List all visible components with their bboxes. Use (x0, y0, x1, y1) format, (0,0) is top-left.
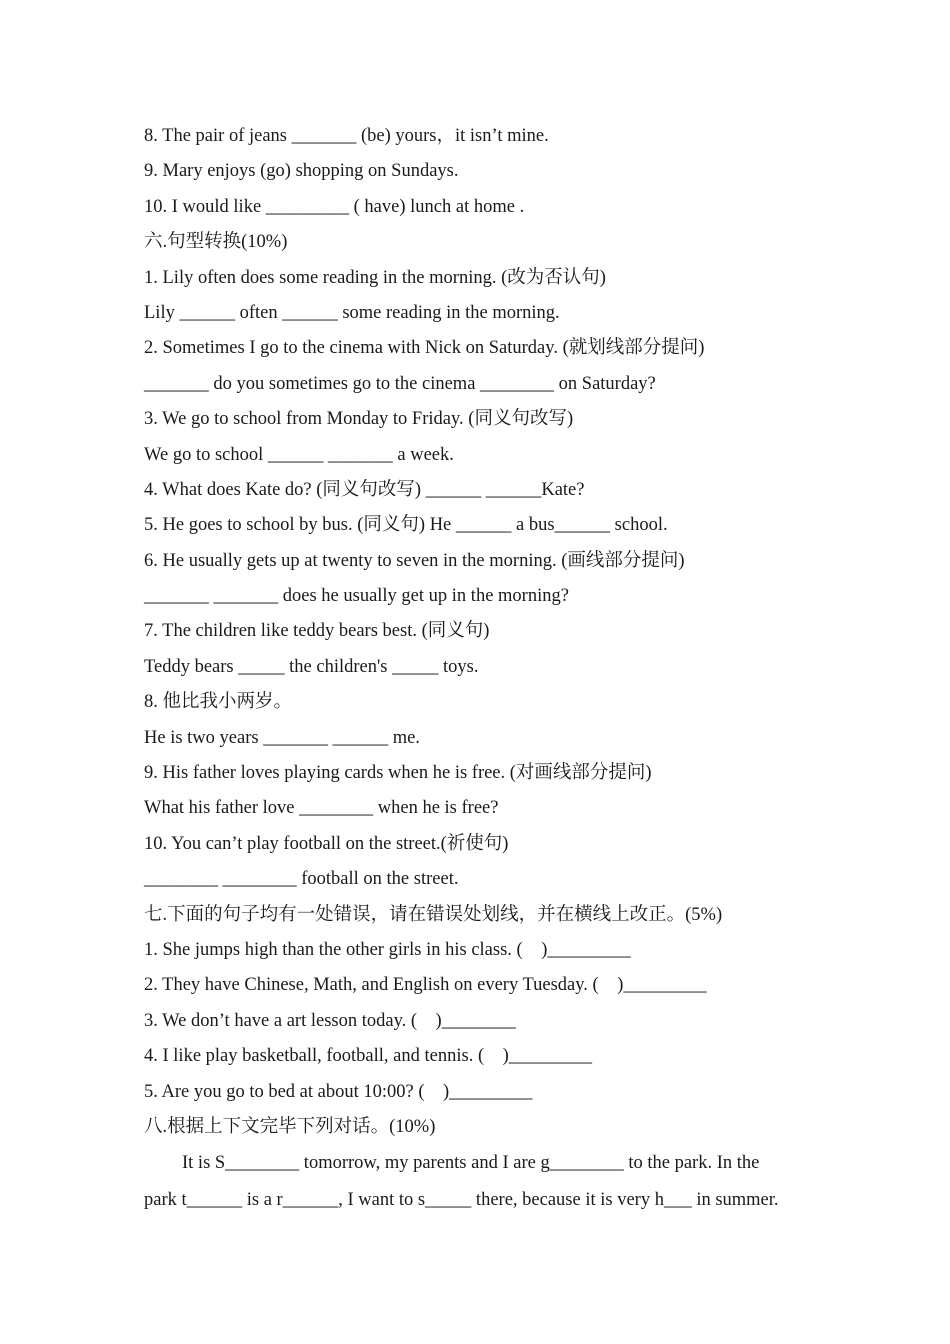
transform-3-prompt: 3. We go to school from Monday to Friday. (同义句改写) (144, 409, 574, 430)
correction-4: 4. I like play basketball, football, and tennis. ( )_________ (144, 1046, 593, 1067)
question-9-go: 9. Mary enjoys (go) shopping on Sundays. (144, 161, 459, 182)
transform-9-answer: What his father love ________ when he is free? (144, 798, 499, 819)
transform-7-prompt: 7. The children like teddy bears best. (同义句) (144, 621, 490, 642)
worksheet-page (144, 119, 824, 1218)
correction-1: 1. She jumps high than the other girls in his class. ( )_________ (144, 939, 631, 960)
section-6-heading: 六.句型转换(10%) (144, 232, 288, 253)
transform-6-answer: _______ _______ does he usually get up in the morning? (144, 586, 569, 607)
transform-1-prompt: 1. Lily often does some reading in the morning. (改为否认句) (144, 267, 606, 288)
dialogue-paragraph-line-2: park t______ is a r______, I want to s_____ there, because it is very h___ in summer. (144, 1189, 779, 1210)
correction-5: 5. Are you go to bed at about 10:00? ( )_________ (144, 1081, 533, 1102)
transform-10-answer: ________ ________ football on the street. (144, 869, 459, 890)
transform-2-prompt: 2. Sometimes I go to the cinema with Nick on Saturday. (就划线部分提问) (144, 338, 705, 359)
transform-9-prompt: 9. His father loves playing cards when he is free. (对画线部分提问) (144, 763, 652, 784)
transform-8-prompt: 8. 他比我小两岁。 (144, 692, 293, 713)
transform-7-answer: Teddy bears _____ the children's _____ toys. (144, 656, 479, 677)
correction-3: 3. We don’t have a art lesson today. ( )________ (144, 1010, 516, 1031)
question-8-be: 8. The pair of jeans _______ (be) yours，it isn’t mine. (144, 126, 549, 146)
transform-10-prompt: 10. You can’t play football on the street.(祈使句) (144, 833, 509, 854)
dialogue-paragraph-line-1: It is S________ tomorrow, my parents and I are g________ to the park. In the (182, 1153, 760, 1174)
transform-1-answer: Lily ______ often ______ some reading in the morning. (144, 302, 560, 323)
section-8-heading: 八.根据上下文完毕下列对话。(10%) (144, 1116, 436, 1137)
transform-8-answer: He is two years _______ ______ me. (144, 727, 420, 748)
transform-6-prompt: 6. He usually gets up at twenty to seven in the morning. (画线部分提问) (144, 550, 685, 571)
correction-2: 2. They have Chinese, Math, and English on every Tuesday. ( )_________ (144, 975, 707, 996)
transform-3-answer: We go to school ______ _______ a week. (144, 444, 454, 465)
transform-5: 5. He goes to school by bus. (同义句) He ______ a bus______ school. (144, 515, 668, 536)
question-10-have: 10. I would like _________ ( have) lunch at home . (144, 196, 525, 217)
transform-4: 4. What does Kate do? (同义句改写) ______ ______Kate? (144, 479, 585, 500)
transform-2-answer: _______ do you sometimes go to the cinema ________ on Saturday? (144, 373, 656, 394)
section-7-heading: 七.下面的句子均有一处错误，请在错误处划线，并在横线上改正。(5%) (144, 904, 723, 925)
